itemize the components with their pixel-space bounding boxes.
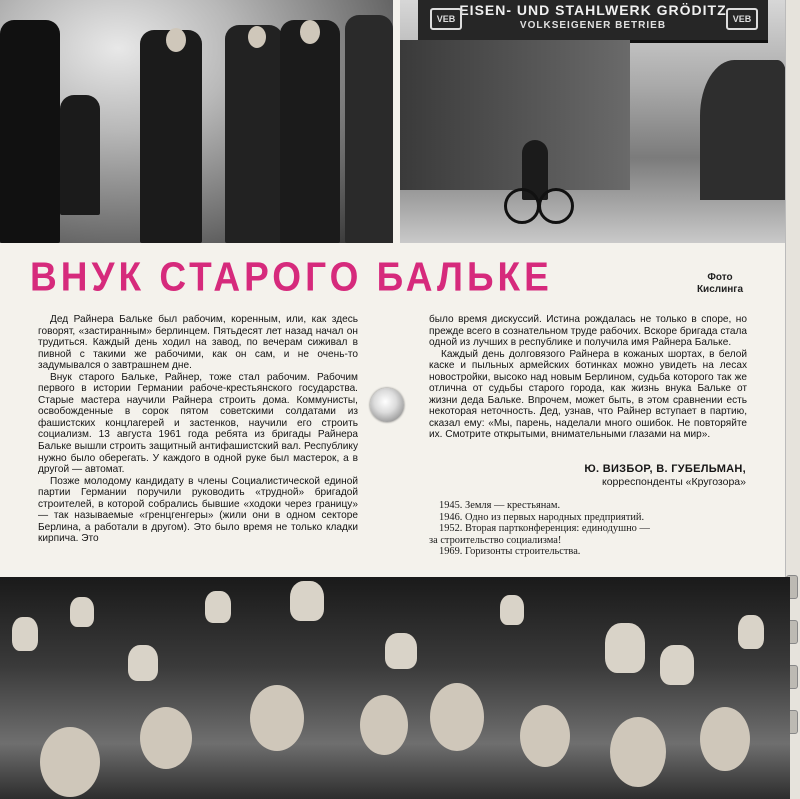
factory-sign-name: EISEN- UND STAHLWERK GRÖDITZ [459, 2, 727, 18]
timeline-text: Земля — крестьянам. [465, 500, 561, 511]
factory-sign [418, 0, 768, 43]
article-title: ВНУК СТАРОГО БАЛЬКЕ [30, 254, 553, 300]
paragraph: было время дискуссий. Истина рождалась не только в споре, но прежде всего в сознательном труде рабочих. Вскоре бригада стала одной из лучших в республике и получила имя Райнера Бальке. [429, 314, 747, 349]
author-names: Ю. ВИЗБОР, В. ГУБЕЛЬМАН, [584, 463, 746, 475]
paragraph: Каждый день долговязого Райнера в кожаных шортах, в белой каске и пыльных армейских ботинках можно увидеть на лесах новостройки, высоко над новым Берлином, судьба которого так же отлична от судьбы старого города, как жизнь внука Бальке от жизни деда Бальке. Впрочем, может быть, в этом сравнении есть некоторая неточность. Дед, узнав, что Райнер вступает в партию, сказал ему: «Мы, парень, наделали много ошибок. Не повторяйте их. Смотрите открытыми, внимательными глазами на мир». [429, 348, 747, 441]
paragraph: Дед Райнера Бальке был рабочим, коренным, или, как здесь говорят, «застиранным» берлинцем. Пятьдесят лет назад начал он трудиться. Каждый день ходил на завод, по вечерам сиживал в пивной с такими же рабочими, как он сам, и не очень-то задумывался о завтрашнем дне. [38, 314, 358, 372]
photo-factory-gate [400, 0, 786, 243]
timeline-text: Горизонты строительства. [465, 546, 581, 558]
timeline-text: Одно из первых народных предприятий. [465, 511, 645, 523]
paragraph: Внук старого Бальке, Райнер, тоже стал рабочим. Рабочим первого в истории Германии рабоче-крестьянского государства. Старые мастера научили Райнера строить дома. Коммунисты, освобожденные в сорок пятом советскими солдатами из фашистских концлагерей и застенков, научили его строить социализм. 13 августа 1961 года ребята из бригады Райнера Бальке вышли строить защитный антифашистский вал. Республику нужно было оберегать. У каждого в одной руке был мастерок, а в другой — автомат. [38, 371, 358, 476]
article-column-1 [38, 314, 358, 545]
bicycle-wheel-rear [538, 188, 574, 224]
veb-logo-right: VEB [726, 8, 758, 30]
timeline-year: 1945. [439, 500, 463, 511]
factory-sign-subtitle: VOLKSEIGENER BETRIEB [519, 20, 667, 31]
photo-credit [690, 272, 750, 296]
author-signature [520, 463, 746, 489]
author-role: корреспонденты «Кругозора» [602, 476, 746, 488]
timeline-item [429, 500, 749, 512]
punched-hole [370, 388, 404, 422]
photo-workers-with-shovels [0, 0, 393, 243]
photo-credit-name: Кислинга [696, 284, 744, 295]
timeline-text: за строительство социализма! [429, 534, 562, 546]
timeline-item [429, 546, 749, 558]
photo-crowd-raised-fists [0, 577, 790, 799]
factory-building [400, 40, 630, 190]
timeline-year: 1952. [439, 523, 463, 535]
bicycle-wheel-front [504, 188, 540, 224]
photo-credit-label: Фото [707, 272, 733, 283]
timeline-item [429, 523, 749, 535]
tree [700, 60, 786, 200]
timeline-list [429, 500, 749, 558]
timeline-year: 1946. [439, 511, 463, 523]
timeline-year: 1969. [439, 546, 463, 558]
article-column-2 [429, 314, 747, 441]
timeline-item [429, 512, 749, 524]
timeline-text: Вторая партконференция: единодушно — [465, 523, 650, 535]
paragraph: Позже молодому кандидату в члены Социалистической единой партии Германии поручили руководить «трудной» бригадой строителей, в которой собрались бывшие «ходоки через границу» — так называемые «гренцгенгеры» (жили они в одном секторе Берлина, а работали в другом). Это было время не только кладки кирпича. Это [38, 475, 358, 545]
timeline-item [429, 535, 749, 547]
veb-logo-left: VEB [430, 8, 462, 30]
